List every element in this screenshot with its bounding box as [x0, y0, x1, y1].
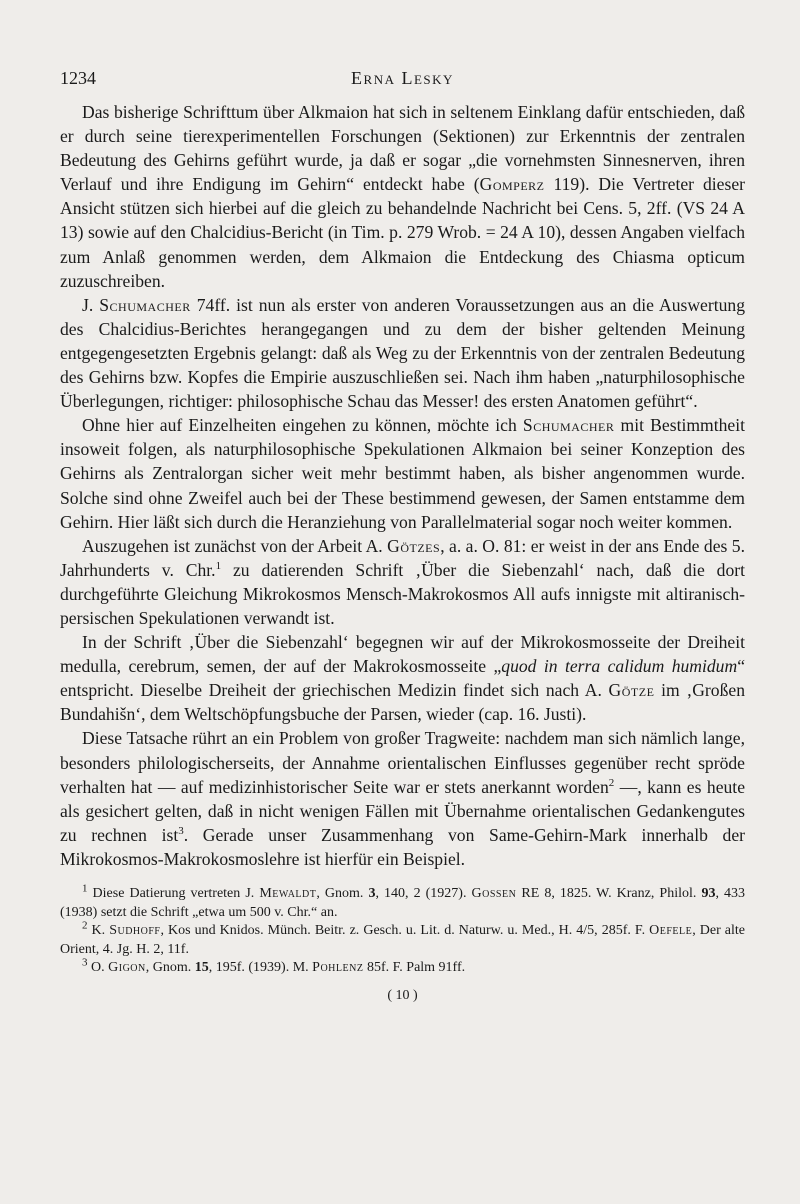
- volume-number: 15: [194, 960, 209, 975]
- author-name: Schumacher: [99, 294, 191, 315]
- volume-number: 93: [701, 886, 716, 901]
- footnote-ref-2: 2: [608, 776, 615, 789]
- paragraph-6: Diese Tatsache rührt an ein Problem von großer Tragweite: nachdem man sich nämlich lange, besonders philologischerseits, der Annahme orientalischen Einflusses gegenüber recht spröde verhalten hat — auf medizinhistorischer Seite war er stets anerkannt worden$^2$ —, kann es heute als gesichert gelten, daß in nicht wenigen Fällen mit Übernahme orientalischen Gedankengutes zu rechnen ist$^3$. Gerade unser Zusammenhang von Same-Gehirn-Mark innerhalb der Mikrokosmos-Makrokosmoslehre ist hierfür ein Beispiel.: [60, 728, 746, 869]
- author-name: Götzes: [387, 535, 441, 556]
- paragraph-1: Das bisherige Schrifttum über Alkmaion hat sich in seltenem Einklang dafür entschieden, daß er durch seine tierexperimentellen Forschungen (Sektionen) zur Erkenntnis der zentralen Bedeutung des Gehirns geführt wurde, ja daß er sogar „die vornehmsten Sinnesnerven, ihren Verlauf und ihre Endigung im Gehirn“ entdeckt habe (Gomperz 119). Die Vertreter dieser Ansicht stützen sich hierbei auf die gleich zu behandelnde Nachricht bei Cens. 5, 2ff. (VS 24 A 13) sowie auf den Chalcidius-Bericht (in Tim. p. 279 Wrob. = 24 A 10), dessen Angaben vielfach zum Anlaß genommen werden, dem Alkmaion die Entdeckung des Chiasma opticum zuzuschreiben.: [60, 102, 746, 291]
- page: [60, 68, 745, 1004]
- footnote-3: $^3$ O. Gigon, Gnom. 15, 195f. (1939). M. Pohlenz 85f. F. Palm 91ff.: [82, 956, 466, 975]
- page-number: 1234: [60, 68, 96, 88]
- paragraph-5: In der Schrift ‚Über die Siebenzahl‘ begegnen wir auf der Mikrokosmosseite der Dreiheit medulla, cerebrum, semen, der auf der Makrokosmosseite „quod in terra calidum humidum“ entspricht. Dieselbe Dreiheit der griechischen Medizin findet sich nach A. Götze im ‚Großen Bundahišn‘, dem Weltschöpfungsbuche der Parsen, wieder (cap. 16. Justi).: [60, 632, 745, 725]
- running-title-author: Erna Lesky: [351, 68, 454, 88]
- footnote-ref-1: 1: [215, 559, 222, 572]
- paragraph-2: J. Schumacher 74ff. ist nun als erster von anderen Voraussetzungen aus an die Auswertung des Chalcidius-Berichtes herangegangen und zu dem der bisher geltenden Meinung entgegengesetzten Ergebnis gelangt: daß als Weg zu der Erkenntnis von der zentralen Bedeutung des Gehirns bzw. Kopfes die Empirie auszuschließen sei. Nach ihm haben „naturphilosophische Überlegungen, richtiger: philosophische Schau das Messer! des ersten Anatomen geführt“.: [60, 294, 745, 412]
- author-name: Oefele: [649, 923, 693, 938]
- author-name: Pohlenz: [312, 960, 364, 975]
- page-marker: ( 10 ): [387, 987, 418, 1003]
- latin-quote: quod in terra calidum humidum: [501, 656, 738, 677]
- running-header: [60, 68, 745, 92]
- author-name: Götze: [608, 680, 655, 701]
- author-name: Gossen: [471, 886, 517, 901]
- footnote-ref-3: 3: [178, 824, 184, 837]
- author-name: Gigon: [108, 960, 146, 975]
- paragraph-4: Auszugehen ist zunächst von der Arbeit A. Götzes, a. a. O. 81: er weist in der ans Ende des 5. Jahrhunderts v. Chr.$^1$ zu datierenden Schrift ‚Über die Siebenzahl‘ nach, daß die dort durchgeführte Gleichung Mikrokosmos Mensch-Makrokosmos All aufs innigste mit altiranisch-persischen Spekulationen verwandt ist.: [60, 535, 746, 628]
- footnote-1: $^1$ Diese Datierung vertreten J. Mewaldt, Gnom. 3, 140, 2 (1927). Gossen RE 8, 1825. W. Kranz, Philol. 93, 433 (1938) setzt die Schrift „etwa um 500 v. Chr.“ an.: [60, 882, 745, 920]
- author-name: Schumacher: [522, 415, 615, 436]
- volume-number: 3: [368, 886, 376, 901]
- paragraph-3: Ohne hier auf Einzelheiten eingehen zu können, möchte ich Schumacher mit Bestimmtheit insoweit folgen, als naturphilosophische Spekulationen Alkmaion bei seiner Konzeption des Gehirns als Zentralorgan sicher weit mehr bestimmt haben, als bisher angenommen wurde. Solche sind ohne Zweifel auch bei der These bestimmend gewesen, der Samen entstamme dem Gehirn. Hier läßt sich durch die Heranziehung von Parallelmaterial sogar noch weiter kommen.: [60, 415, 745, 532]
- author-name: Sudhoff: [109, 923, 161, 938]
- author-name: Gomperz: [479, 174, 545, 195]
- footnote-2: $^2$ K. Sudhoff, Kos und Knidos. Münch. Beitr. z. Gesch. u. Lit. d. Naturw. u. Med., H. 4/5, 285f. F. Oefele, Der alte Orient, 4. Jg. H. 2, 11f.: [60, 919, 745, 957]
- footnotes: [60, 882, 745, 978]
- author-name: Mewaldt: [259, 886, 317, 901]
- body-text: [60, 100, 745, 871]
